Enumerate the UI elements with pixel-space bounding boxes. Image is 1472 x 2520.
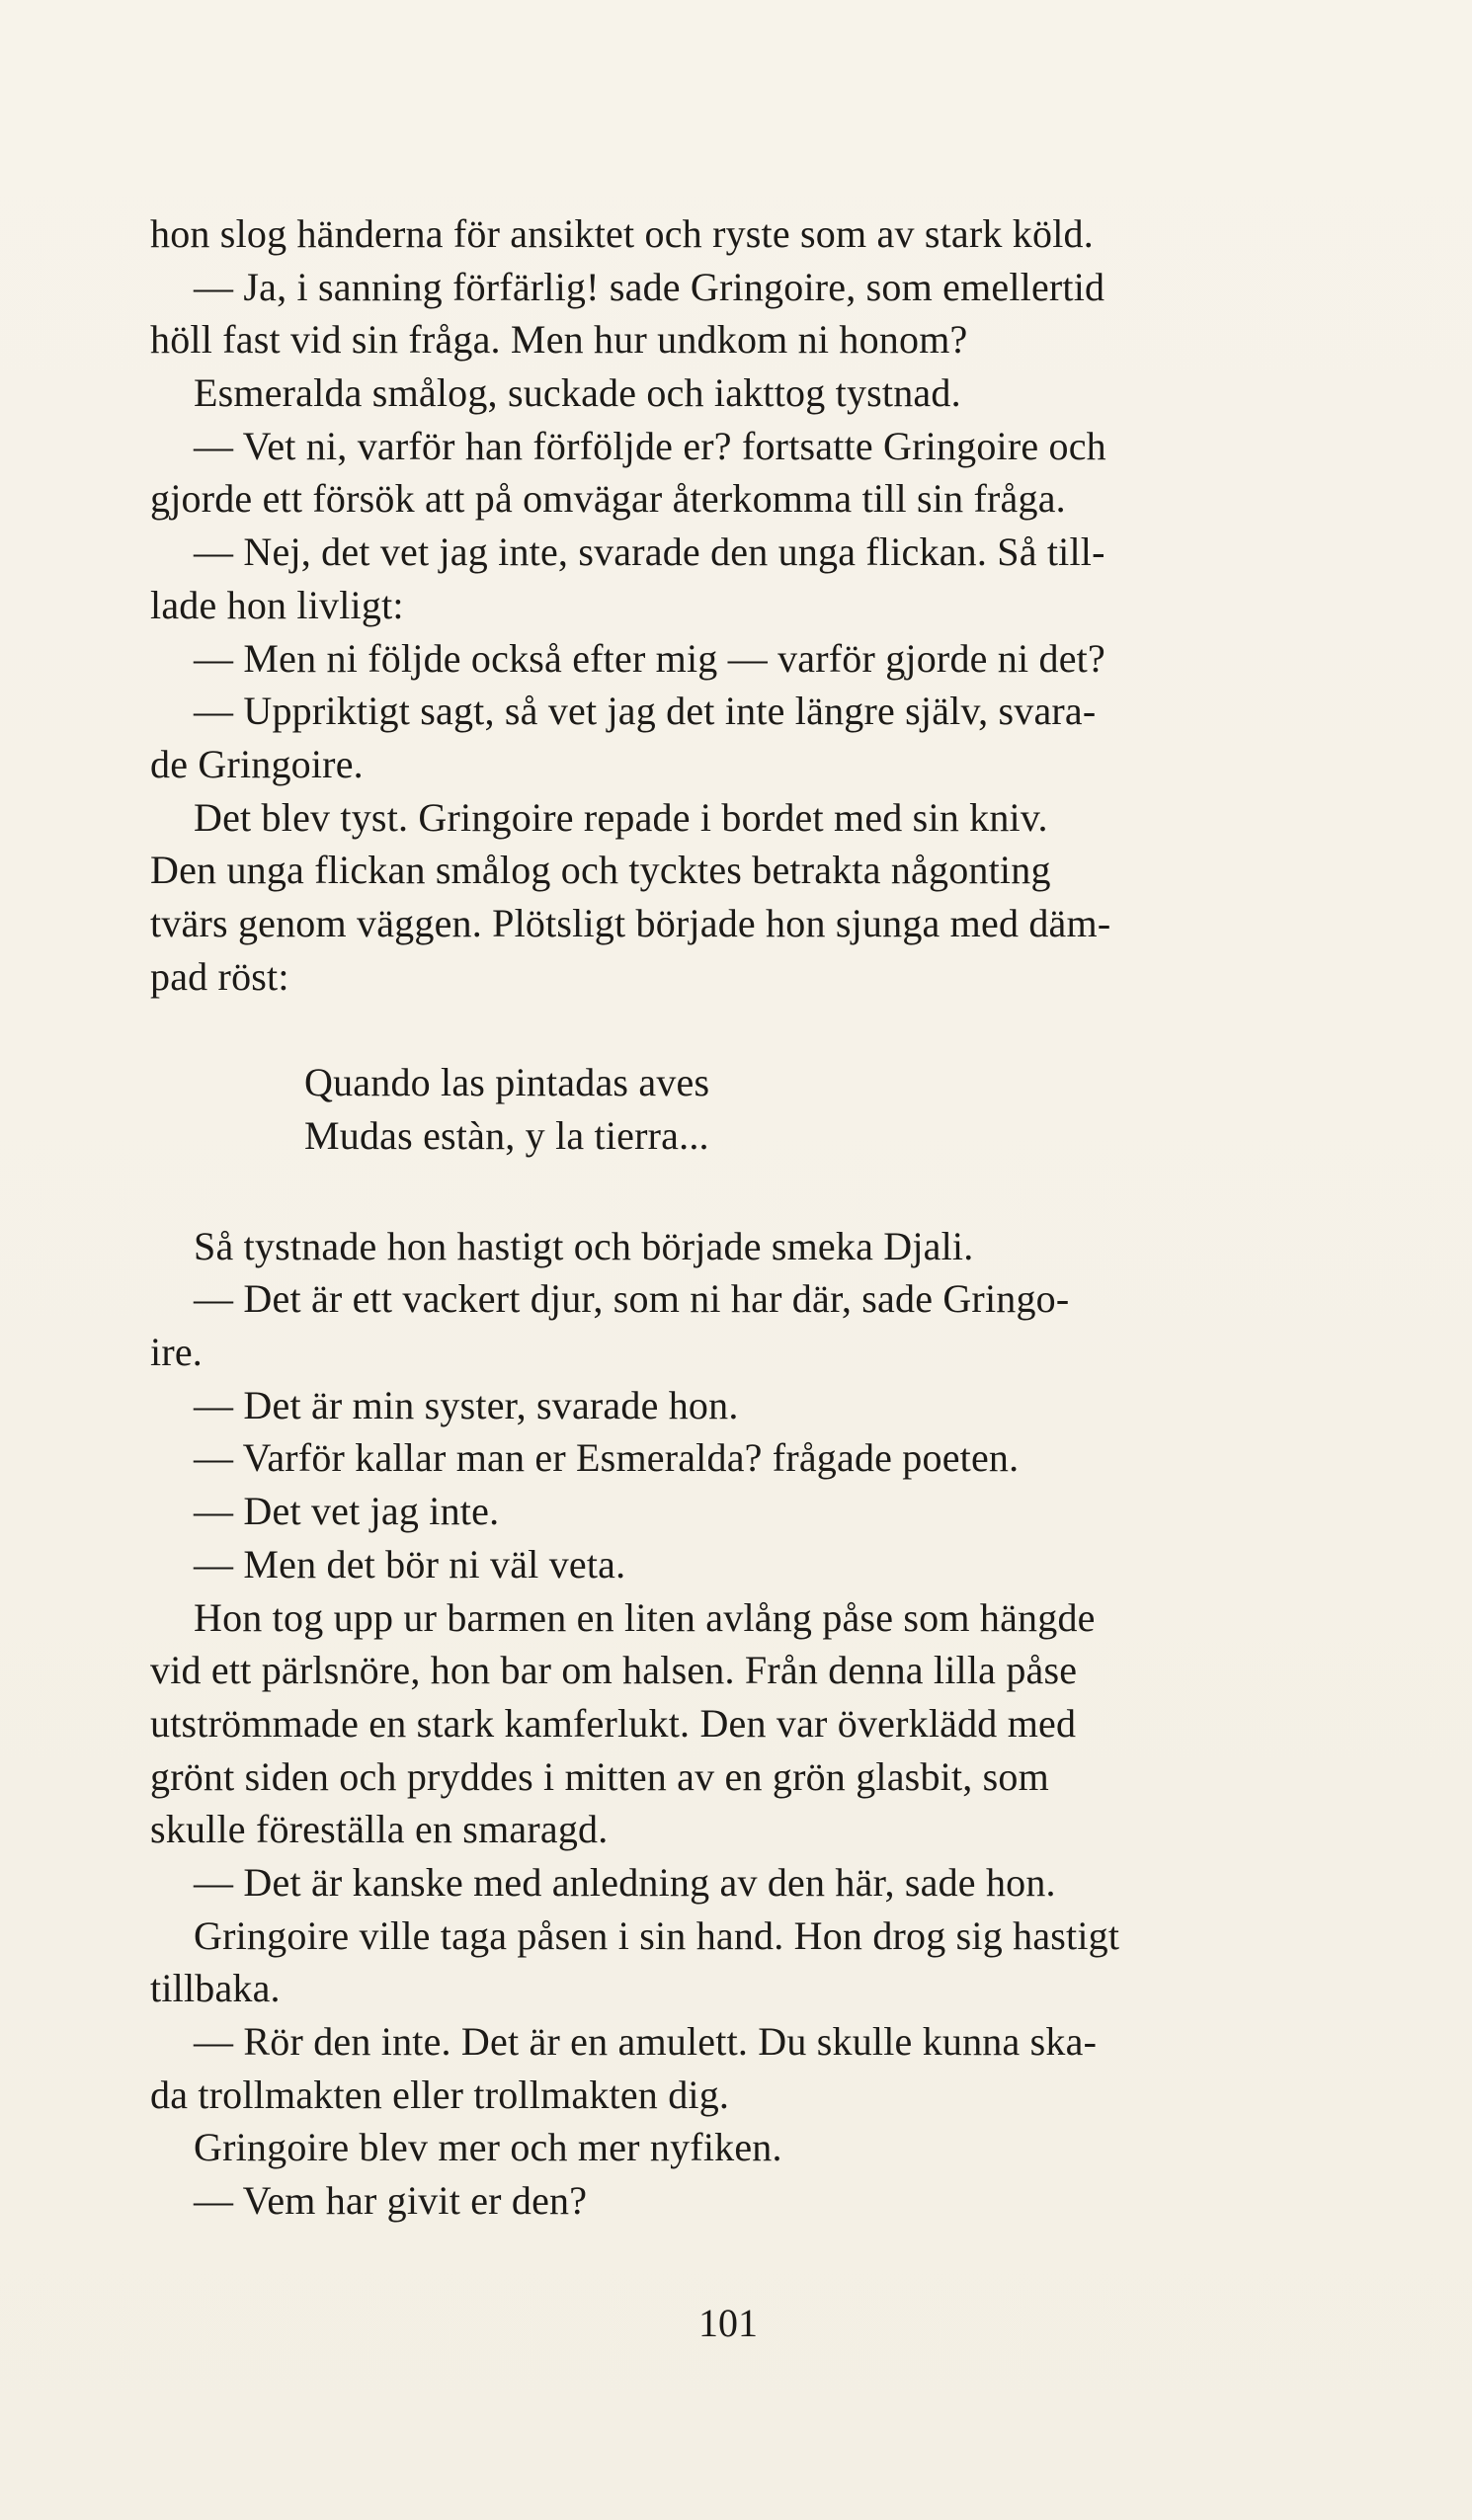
page-number: 101: [698, 2301, 758, 2345]
text-line: — Vet ni, varför han förföljde er? fortsatte Gringoire och: [194, 423, 1106, 468]
text-line: gjorde ett försök att på omvägar återkomma till sin fråga.: [150, 476, 1066, 522]
text-line: — Men det bör ni väl veta.: [194, 1541, 626, 1586]
text-line: hon slog händerna för ansiktet och ryste som av stark köld.: [150, 211, 1094, 256]
text-line: Hon tog upp ur barmen en liten avlång påse som hängde: [194, 1594, 1096, 1640]
verse-spacing: [150, 1163, 1257, 1220]
text-line: — Uppriktigt sagt, så vet jag det inte längre själv, svara-: [194, 689, 1097, 734]
text-line: utströmmade en stark kamferlukt. Den var överklädd med: [150, 1700, 1077, 1746]
text-line: — Nej, det vet jag inte, svarade den unga flickan. Så till-: [194, 529, 1105, 575]
text-line: vid ett pärlsnöre, hon bar om halsen. Från denna lilla påse: [150, 1648, 1078, 1693]
song-verse: [150, 1056, 1257, 1162]
text-line: — Det är kanske med anledning av den här, sade hon.: [194, 1859, 1056, 1905]
text-line: — Det är ett vackert djur, som ni har där, sade Gringo-: [194, 1276, 1070, 1322]
text-line: — Ja, i sanning förfärlig! sade Gringoire, som emellertid: [194, 264, 1105, 309]
text-line: lade hon livligt:: [150, 582, 404, 627]
text-line: Så tystnade hon hastigt och började smeka Djali.: [194, 1223, 974, 1268]
text-line: de Gringoire.: [150, 741, 364, 786]
text-line: Gringoire blev mer och mer nyfiken.: [194, 2125, 782, 2170]
text-line: Gringoire ville taga påsen i sin hand. Hon drog sig hastigt: [194, 1912, 1120, 1958]
text-line: höll fast vid sin fråga. Men hur undkom ni honom?: [150, 317, 968, 363]
text-line: — Rör den inte. Det är en amulett. Du skulle kunna ska-: [194, 2019, 1098, 2064]
text-line: — Vem har givit er den?: [194, 2178, 588, 2224]
text-line: Den unga flickan smålog och tycktes betrakta någonting: [150, 848, 1051, 893]
text-line: — Det är min syster, svarade hon.: [194, 1382, 739, 1427]
text-line: da trollmakten eller trollmakten dig.: [150, 2072, 730, 2117]
text-line: — Varför kallar man er Esmeralda? frågade poeten.: [194, 1435, 1020, 1481]
text-line: pad röst:: [150, 953, 289, 999]
text-line: Esmeralda smålog, suckade och iakttog tystnad.: [194, 370, 961, 416]
text-line: skulle föreställa en smaragd.: [150, 1807, 609, 1852]
text-line: grönt siden och pryddes i mitten av en grön glasbit, som: [150, 1753, 1049, 1799]
body-text: [150, 207, 1257, 2228]
verse-line: Quando las pintadas aves: [304, 1060, 710, 1105]
verse-spacing: [150, 1003, 1257, 1056]
text-line: tillbaka.: [150, 1966, 281, 2011]
text-line: Det blev tyst. Gringoire repade i bordet med sin kniv.: [194, 794, 1048, 840]
text-line: — Men ni följde också efter mig — varför gjorde ni det?: [194, 635, 1105, 681]
text-line: — Det vet jag inte.: [194, 1489, 500, 1534]
verse-line: Mudas estàn, y la tierra...: [304, 1113, 709, 1158]
text-line: tvärs genom väggen. Plötsligt började hon sjunga med däm-: [150, 900, 1111, 945]
text-line: ire.: [150, 1330, 203, 1375]
